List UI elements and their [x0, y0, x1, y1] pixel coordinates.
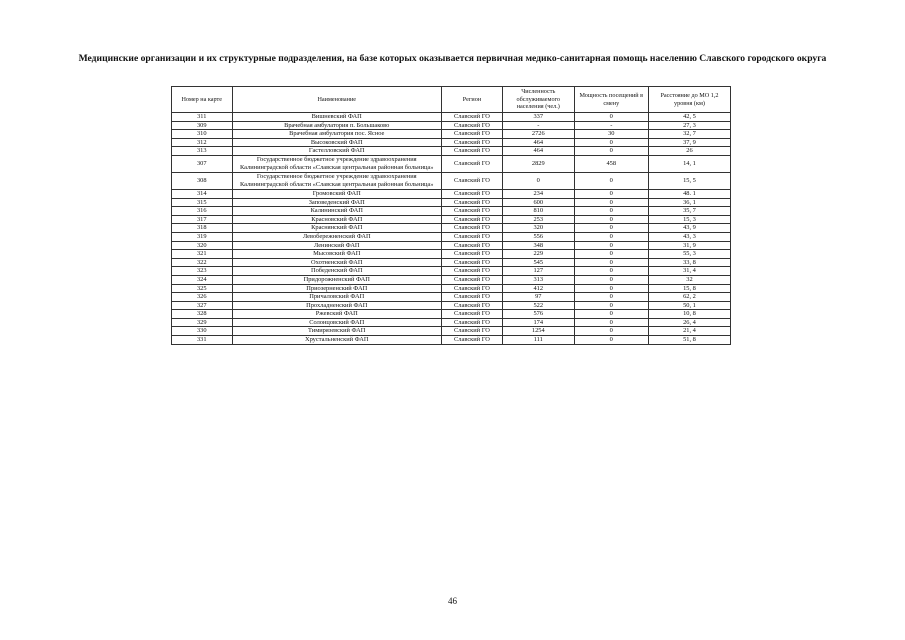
cell-population: 111: [503, 336, 575, 345]
cell-distance: 43, 9: [648, 224, 730, 233]
cell-name: Государственное бюджетное учреждение здравоохранения Калининградской области «Славская центральная районная больница»: [232, 155, 441, 172]
cell-name: Высоковский ФАП: [232, 138, 441, 147]
cell-name: Ленинский ФАП: [232, 241, 441, 250]
cell-region: Славский ГО: [441, 130, 502, 139]
cell-visit-capacity: 0: [574, 301, 648, 310]
document-title: Медицинские организации и их структурные подразделения, на базе которых оказывается первичная медико-санитарная помощь населению Славского городского округа: [78, 53, 827, 64]
cell-distance: 10, 8: [648, 310, 730, 319]
table-row: [172, 327, 731, 336]
cell-name: Мысовский ФАП: [232, 250, 441, 259]
cell-map-number: 314: [172, 189, 233, 198]
table-row: [172, 121, 731, 130]
cell-name: Придорожненский ФАП: [232, 275, 441, 284]
table-row: [172, 155, 731, 172]
cell-map-number: 320: [172, 241, 233, 250]
cell-population: 2829: [503, 155, 575, 172]
cell-map-number: 317: [172, 215, 233, 224]
cell-map-number: 308: [172, 172, 233, 189]
cell-region: Славский ГО: [441, 301, 502, 310]
cell-visit-capacity: 0: [574, 189, 648, 198]
cell-name: Врачебная амбулатория пос. Ясное: [232, 130, 441, 139]
cell-name: Прохладненский ФАП: [232, 301, 441, 310]
cell-region: Славский ГО: [441, 267, 502, 276]
cell-name: Гастелловский ФАП: [232, 147, 441, 156]
cell-distance: 31, 9: [648, 241, 730, 250]
cell-region: Славский ГО: [441, 189, 502, 198]
cell-name: Вишневский ФАП: [232, 113, 441, 122]
cell-map-number: 310: [172, 130, 233, 139]
cell-population: 600: [503, 198, 575, 207]
cell-name: Солонцовский ФАП: [232, 318, 441, 327]
cell-population: 810: [503, 207, 575, 216]
cell-visit-capacity: 0: [574, 318, 648, 327]
cell-distance: 36, 1: [648, 198, 730, 207]
cell-name: Краснянский ФАП: [232, 224, 441, 233]
cell-population: 0: [503, 172, 575, 189]
cell-map-number: 326: [172, 293, 233, 302]
cell-population: 556: [503, 232, 575, 241]
cell-visit-capacity: 0: [574, 336, 648, 345]
cell-visit-capacity: 0: [574, 113, 648, 122]
cell-map-number: 316: [172, 207, 233, 216]
cell-region: Славский ГО: [441, 241, 502, 250]
cell-population: 545: [503, 258, 575, 267]
cell-population: 97: [503, 293, 575, 302]
cell-visit-capacity: 0: [574, 284, 648, 293]
cell-visit-capacity: -: [574, 121, 648, 130]
cell-region: Славский ГО: [441, 138, 502, 147]
header-region: Регион: [441, 87, 502, 113]
cell-name: Хрустальненский ФАП: [232, 336, 441, 345]
cell-map-number: 328: [172, 310, 233, 319]
cell-name: Победенский ФАП: [232, 267, 441, 276]
table-row: [172, 130, 731, 139]
cell-map-number: 327: [172, 301, 233, 310]
cell-distance: 55, 3: [648, 250, 730, 259]
cell-map-number: 315: [172, 198, 233, 207]
table-row: [172, 207, 731, 216]
table-row: [172, 189, 731, 198]
cell-distance: 51, 8: [648, 336, 730, 345]
table-row: [172, 138, 731, 147]
table-row: [172, 275, 731, 284]
cell-name: Красновский ФАП: [232, 215, 441, 224]
cell-visit-capacity: 0: [574, 267, 648, 276]
cell-region: Славский ГО: [441, 113, 502, 122]
cell-distance: 31, 4: [648, 267, 730, 276]
cell-distance: 15, 8: [648, 284, 730, 293]
header-map-number: Номер на карте: [172, 87, 233, 113]
cell-distance: 15, 5: [648, 172, 730, 189]
cell-visit-capacity: 0: [574, 215, 648, 224]
cell-visit-capacity: 0: [574, 232, 648, 241]
table-row: [172, 250, 731, 259]
cell-visit-capacity: 0: [574, 147, 648, 156]
table-row: [172, 232, 731, 241]
cell-region: Славский ГО: [441, 232, 502, 241]
table-row: [172, 336, 731, 345]
cell-population: 464: [503, 147, 575, 156]
cell-distance: 37, 9: [648, 138, 730, 147]
cell-map-number: 329: [172, 318, 233, 327]
cell-visit-capacity: 0: [574, 241, 648, 250]
cell-name: Врачебная амбулатория п. Большаково: [232, 121, 441, 130]
cell-map-number: 312: [172, 138, 233, 147]
cell-region: Славский ГО: [441, 318, 502, 327]
cell-name: Ржевский ФАП: [232, 310, 441, 319]
cell-map-number: 318: [172, 224, 233, 233]
medical-organizations-table: [171, 86, 731, 345]
cell-map-number: 319: [172, 232, 233, 241]
cell-map-number: 321: [172, 250, 233, 259]
cell-name: Приозерненский ФАП: [232, 284, 441, 293]
cell-region: Славский ГО: [441, 147, 502, 156]
cell-map-number: 325: [172, 284, 233, 293]
cell-visit-capacity: 0: [574, 310, 648, 319]
cell-map-number: 311: [172, 113, 233, 122]
cell-name: Калининский ФАП: [232, 207, 441, 216]
cell-name: Причаловский ФАП: [232, 293, 441, 302]
cell-region: Славский ГО: [441, 215, 502, 224]
cell-region: Славский ГО: [441, 327, 502, 336]
cell-region: Славский ГО: [441, 310, 502, 319]
cell-visit-capacity: 0: [574, 275, 648, 284]
cell-population: 313: [503, 275, 575, 284]
cell-map-number: 330: [172, 327, 233, 336]
cell-population: 337: [503, 113, 575, 122]
cell-population: 229: [503, 250, 575, 259]
cell-visit-capacity: 0: [574, 138, 648, 147]
cell-population: 576: [503, 310, 575, 319]
cell-distance: 32, 7: [648, 130, 730, 139]
cell-map-number: 309: [172, 121, 233, 130]
cell-population: 2726: [503, 130, 575, 139]
cell-region: Славский ГО: [441, 224, 502, 233]
cell-population: 174: [503, 318, 575, 327]
cell-region: Славский ГО: [441, 293, 502, 302]
cell-population: 320: [503, 224, 575, 233]
table-row: [172, 113, 731, 122]
cell-distance: 27, 3: [648, 121, 730, 130]
cell-population: 412: [503, 284, 575, 293]
table-row: [172, 258, 731, 267]
cell-visit-capacity: 0: [574, 293, 648, 302]
cell-name: Охотненский ФАП: [232, 258, 441, 267]
cell-distance: 62, 2: [648, 293, 730, 302]
cell-map-number: 331: [172, 336, 233, 345]
cell-name: Левобережненский ФАП: [232, 232, 441, 241]
table-row: [172, 310, 731, 319]
cell-name: Громовский ФАП: [232, 189, 441, 198]
cell-visit-capacity: 458: [574, 155, 648, 172]
cell-population: 127: [503, 267, 575, 276]
cell-distance: 21, 4: [648, 327, 730, 336]
cell-population: -: [503, 121, 575, 130]
cell-visit-capacity: 0: [574, 250, 648, 259]
cell-population: 464: [503, 138, 575, 147]
cell-distance: 43, 3: [648, 232, 730, 241]
cell-distance: 26: [648, 147, 730, 156]
table-row: [172, 215, 731, 224]
header-visit-capacity: Мощность посещений в смену: [574, 87, 648, 113]
header-population: Численность обслуживаемого населения (чел.): [503, 87, 575, 113]
cell-map-number: 322: [172, 258, 233, 267]
cell-map-number: 313: [172, 147, 233, 156]
cell-distance: 26, 4: [648, 318, 730, 327]
cell-distance: 32: [648, 275, 730, 284]
cell-visit-capacity: 30: [574, 130, 648, 139]
cell-map-number: 307: [172, 155, 233, 172]
cell-region: Славский ГО: [441, 258, 502, 267]
cell-region: Славский ГО: [441, 250, 502, 259]
table-row: [172, 241, 731, 250]
cell-visit-capacity: 0: [574, 172, 648, 189]
table-row: [172, 267, 731, 276]
cell-population: 1254: [503, 327, 575, 336]
header-distance: Расстояние до МО 1,2 уровня (км): [648, 87, 730, 113]
cell-distance: 33, 8: [648, 258, 730, 267]
cell-region: Славский ГО: [441, 284, 502, 293]
table-row: [172, 198, 731, 207]
table-row: [172, 284, 731, 293]
table-body: [172, 113, 731, 345]
table-row: [172, 301, 731, 310]
cell-visit-capacity: 0: [574, 327, 648, 336]
table-row: [172, 172, 731, 189]
cell-distance: 14, 1: [648, 155, 730, 172]
cell-distance: 35, 7: [648, 207, 730, 216]
cell-visit-capacity: 0: [574, 207, 648, 216]
header-name: Наименование: [232, 87, 441, 113]
table-row: [172, 147, 731, 156]
cell-population: 253: [503, 215, 575, 224]
cell-region: Славский ГО: [441, 198, 502, 207]
cell-name: Государственное бюджетное учреждение здравоохранения Калининградской области «Славская центральная районная больница»: [232, 172, 441, 189]
table-row: [172, 224, 731, 233]
table-row: [172, 293, 731, 302]
cell-population: 522: [503, 301, 575, 310]
cell-map-number: 324: [172, 275, 233, 284]
page-number: 46: [448, 596, 457, 606]
cell-region: Славский ГО: [441, 155, 502, 172]
cell-distance: 50, 1: [648, 301, 730, 310]
cell-region: Славский ГО: [441, 275, 502, 284]
cell-population: 348: [503, 241, 575, 250]
table-row: [172, 318, 731, 327]
cell-name: Заповеденский ФАП: [232, 198, 441, 207]
cell-map-number: 323: [172, 267, 233, 276]
cell-visit-capacity: 0: [574, 258, 648, 267]
cell-region: Славский ГО: [441, 207, 502, 216]
cell-distance: 48. 1: [648, 189, 730, 198]
cell-region: Славский ГО: [441, 336, 502, 345]
cell-population: 234: [503, 189, 575, 198]
cell-visit-capacity: 0: [574, 224, 648, 233]
cell-distance: 15, 3: [648, 215, 730, 224]
cell-name: Тимирязевский ФАП: [232, 327, 441, 336]
cell-distance: 42, 5: [648, 113, 730, 122]
cell-region: Славский ГО: [441, 121, 502, 130]
cell-visit-capacity: 0: [574, 198, 648, 207]
cell-region: Славский ГО: [441, 172, 502, 189]
table-header-row: [172, 87, 731, 113]
